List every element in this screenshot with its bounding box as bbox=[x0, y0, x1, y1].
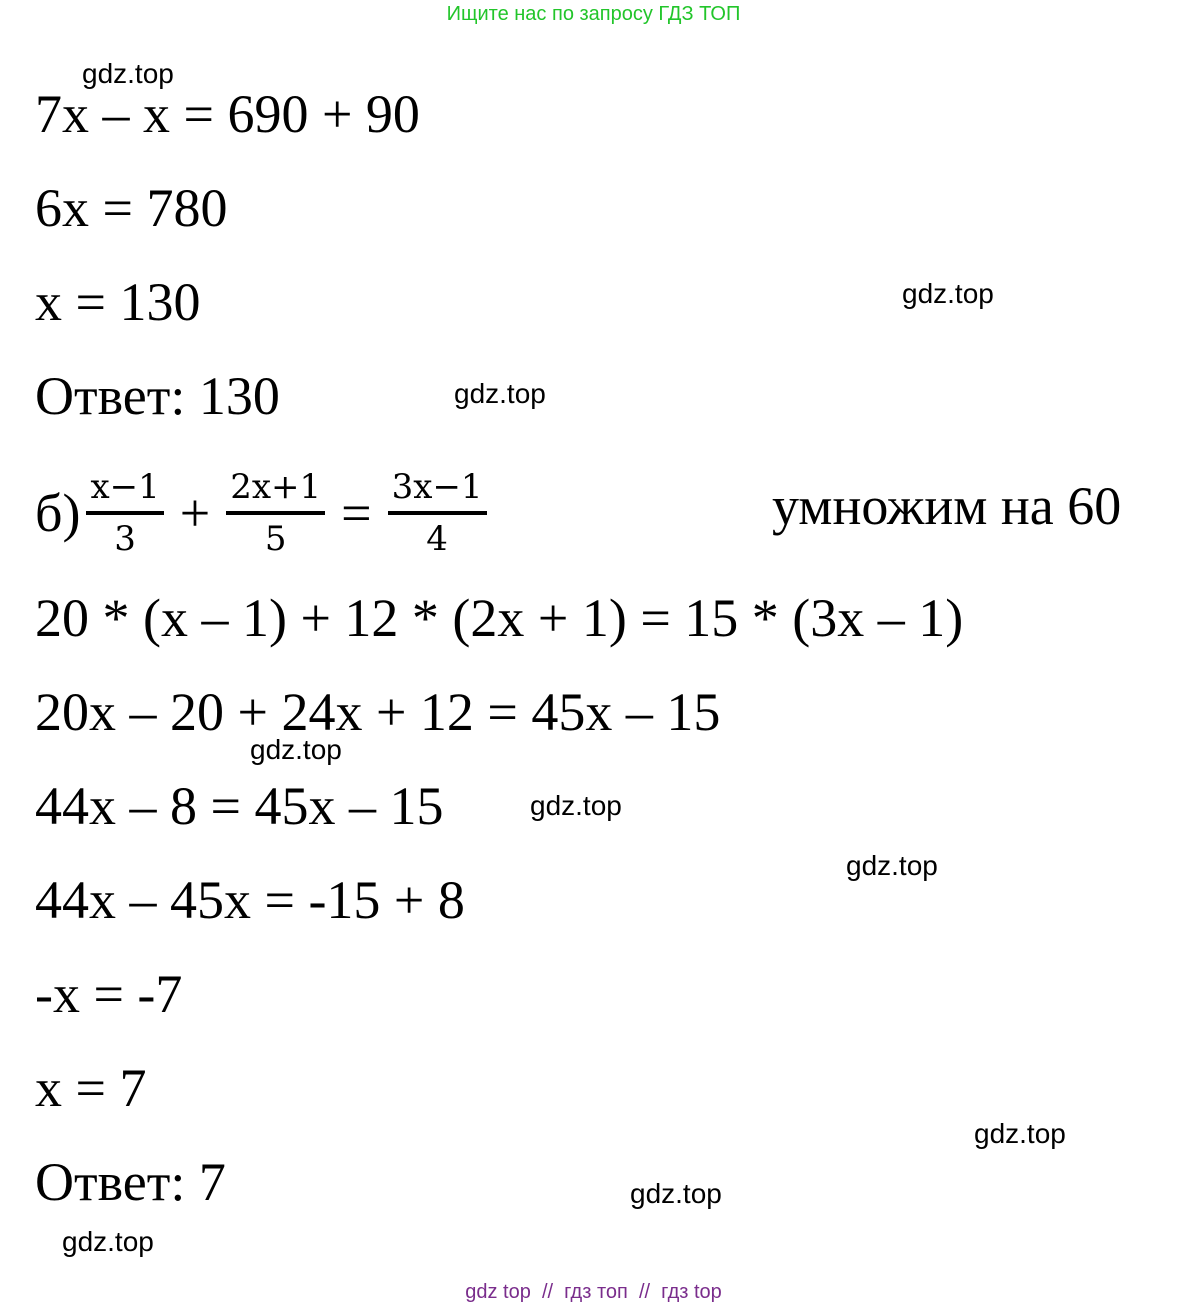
solution-line: 44x – 45x = -15 + 8 bbox=[35, 870, 465, 930]
fraction-3 bbox=[388, 467, 487, 559]
watermark: gdz.top bbox=[454, 378, 546, 409]
solution-line: 20x – 20 + 24x + 12 = 45x – 15 bbox=[35, 682, 721, 742]
solution-line: 6x = 780 bbox=[35, 178, 228, 238]
watermark: gdz.top bbox=[62, 1226, 154, 1257]
fraction-2 bbox=[226, 467, 325, 559]
watermark: gdz.top bbox=[902, 278, 994, 309]
watermark: gdz.top bbox=[530, 790, 622, 821]
solution-line: 20 * (x – 1) + 12 * (2x + 1) = 15 * (3x – 1) bbox=[35, 588, 964, 648]
fraction-denominator: 4 bbox=[426, 519, 448, 559]
fraction-numerator: x−1 bbox=[86, 467, 163, 515]
header-banner: Ищите нас по запросу ГДЗ ТОП bbox=[446, 3, 741, 25]
part-label: б) bbox=[35, 483, 81, 543]
fraction-1 bbox=[86, 467, 163, 559]
footer-banner: gdz top // гдз топ // гдз top bbox=[465, 1281, 722, 1303]
equation-b bbox=[35, 458, 487, 568]
solution-line: x = 7 bbox=[35, 1058, 147, 1118]
watermark: gdz.top bbox=[250, 734, 342, 765]
answer-line: Ответ: 7 bbox=[35, 1152, 226, 1212]
multiply-note: умножим на 60 bbox=[772, 476, 1122, 536]
fraction-denominator: 3 bbox=[114, 519, 136, 559]
fraction-denominator: 5 bbox=[264, 519, 287, 559]
plus-operator: + bbox=[179, 483, 211, 543]
watermark: gdz.top bbox=[974, 1118, 1066, 1149]
watermark: gdz.top bbox=[630, 1178, 722, 1209]
equals-operator: = bbox=[341, 483, 372, 543]
solution-line: x = 130 bbox=[35, 272, 201, 332]
solution-line: 7x – x = 690 + 90 bbox=[35, 84, 420, 144]
solution-line: 44x – 8 = 45x – 15 bbox=[35, 776, 444, 836]
watermark: gdz.top bbox=[82, 58, 174, 89]
watermark: gdz.top bbox=[846, 850, 938, 881]
answer-line: Ответ: 130 bbox=[35, 366, 280, 426]
fraction-numerator: 2x+1 bbox=[226, 467, 325, 515]
fraction-numerator: 3x−1 bbox=[388, 467, 487, 515]
solution-line: -x = -7 bbox=[35, 964, 183, 1024]
